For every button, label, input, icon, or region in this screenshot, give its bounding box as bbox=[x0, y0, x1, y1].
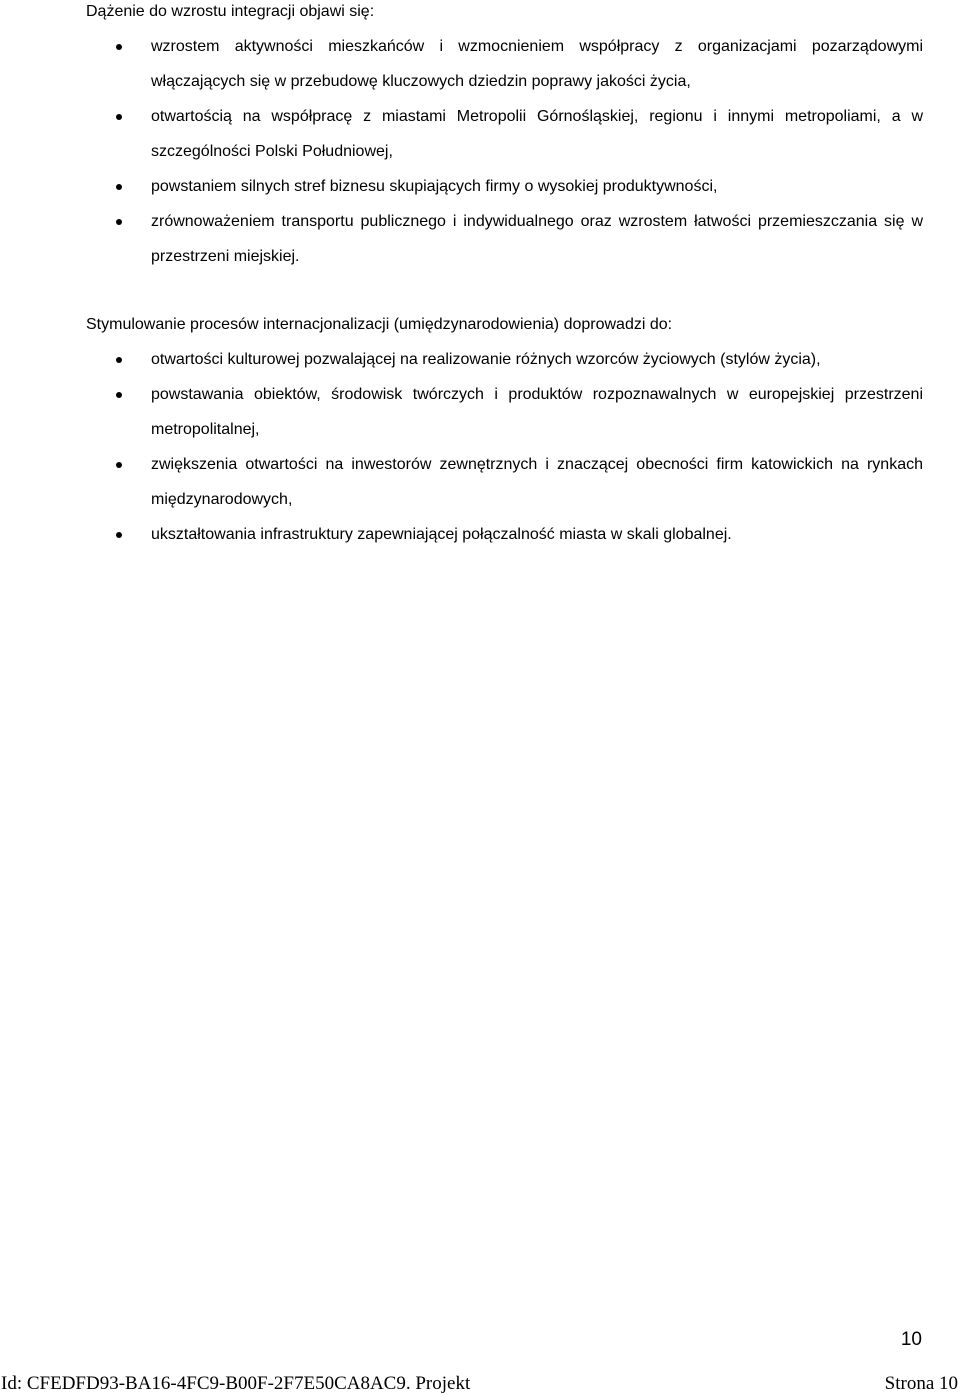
list-item-text: zrównoważeniem transportu publicznego i indywidualnego oraz wzrostem łatwości przemieszczania się w przestrzeni miejskiej. bbox=[151, 213, 923, 265]
list-item bbox=[0, 169, 923, 204]
page-number: 10 bbox=[900, 1329, 922, 1350]
bullet-icon bbox=[116, 392, 122, 398]
bullet-icon bbox=[116, 532, 122, 538]
list-item bbox=[0, 517, 923, 552]
list-item-text: zwiększenia otwartości na inwestorów zewnętrznych i znaczącej obecności firm katowickich na rynkach międzynarodowych, bbox=[151, 456, 923, 508]
page-footer bbox=[0, 1372, 960, 1396]
list-item bbox=[0, 204, 923, 274]
list-item bbox=[0, 342, 923, 377]
bullet-icon bbox=[116, 357, 122, 363]
bullet-icon bbox=[116, 44, 122, 50]
list-item bbox=[0, 447, 923, 517]
section-1-bullet-list bbox=[0, 29, 960, 274]
list-item-text: otwartością na współpracę z miastami Metropolii Górnośląskiej, regionu i innymi metropoliami, a w szczególności Polski Południowej, bbox=[151, 108, 923, 160]
bullet-icon bbox=[116, 219, 122, 225]
list-item bbox=[0, 99, 923, 169]
list-item-text: powstawania obiektów, środowisk twórczych i produktów rozpoznawalnych w europejskiej przestrzeni metropolitalnej, bbox=[151, 386, 923, 438]
bullet-icon bbox=[116, 184, 122, 190]
section-2-intro: Stymulowanie procesów internacjonalizacji (umiędzynarodowienia) doprowadzi do: bbox=[86, 316, 673, 333]
list-item-text: powstaniem silnych stref biznesu skupiających firmy o wysokiej produktywności, bbox=[151, 178, 718, 195]
list-item bbox=[0, 377, 923, 447]
list-item-text: ukształtowania infrastruktury zapewniającej połączalność miasta w skali globalnej. bbox=[151, 526, 732, 543]
list-item-text: wzrostem aktywności mieszkańców i wzmocnieniem współpracy z organizacjami pozarządowymi włączających się w przebudowę kluczowych dziedzin poprawy jakości życia, bbox=[151, 38, 923, 90]
section-1-intro: Dążenie do wzrostu integracji objawi się: bbox=[86, 3, 375, 20]
footer-document-id: Id: CFEDFD93-BA16-4FC9-B00F-2F7E50CA8AC9. Projekt bbox=[1, 1373, 471, 1394]
list-item-text: otwartości kulturowej pozwalającej na realizowanie różnych wzorców życiowych (stylów życia), bbox=[151, 351, 821, 368]
bullet-icon bbox=[116, 114, 122, 120]
footer-page-label: Strona 10 bbox=[884, 1373, 958, 1394]
list-item bbox=[0, 29, 923, 99]
section-2-bullet-list bbox=[0, 342, 960, 552]
bullet-icon bbox=[116, 462, 122, 468]
